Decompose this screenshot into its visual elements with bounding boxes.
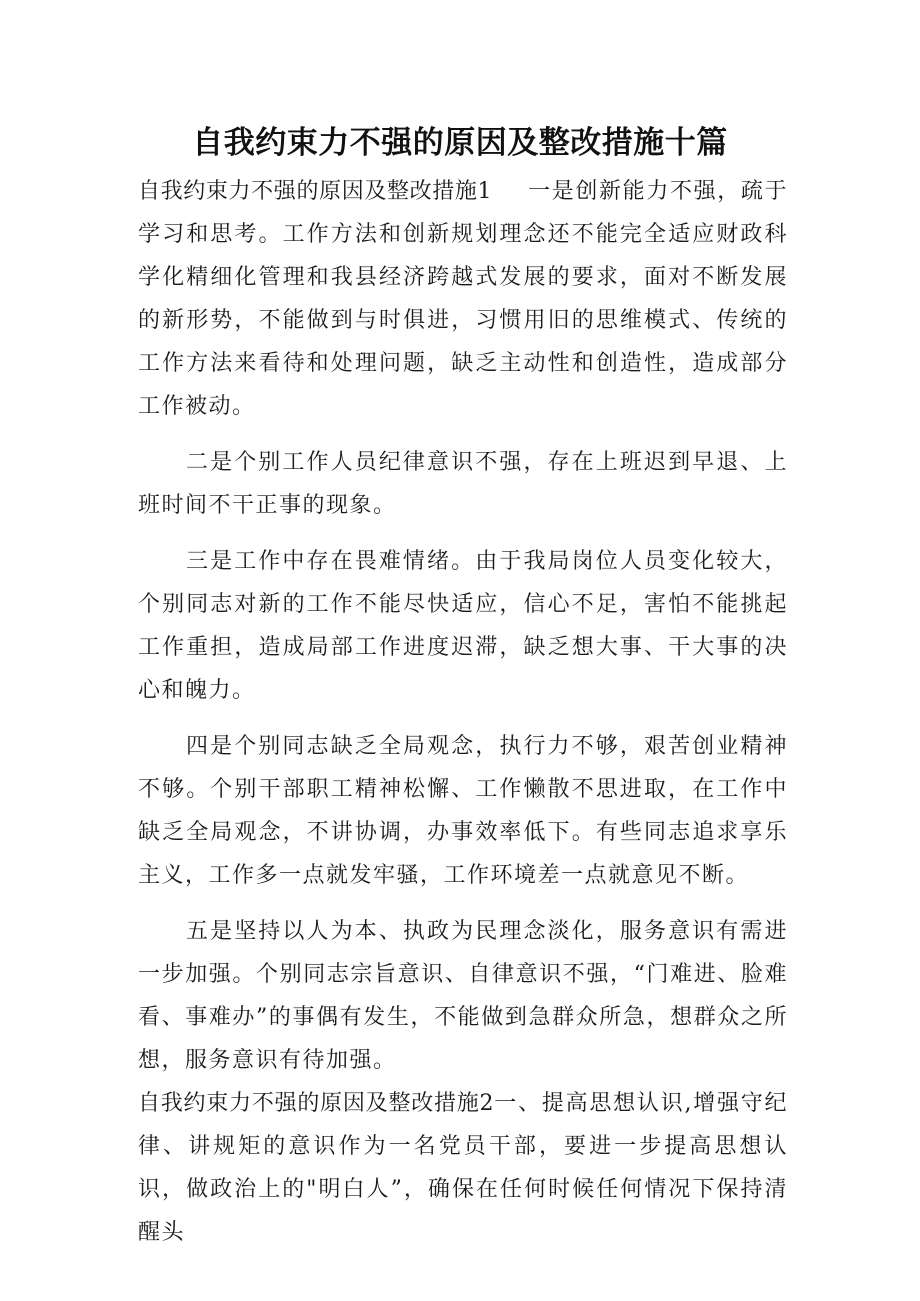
section-label-2: 自我约束力不强的原因及整改措施2 [138,1091,495,1116]
paragraph-6 [138,1082,788,1254]
document-title: 自我约束力不强的原因及整改措施十篇 [192,125,728,161]
paragraph-1-text: 一是创新能力不强，疏于学习和思考。工作方法和创新规划理念还不能完全适应财政科学化精细化管理和我县经济跨越式发展的要求，面对不断发展的新形势，不能做到与时俱进，习惯用旧的思维模式、传统的工作方法来看待和处理问题，缺乏主动性和创造性，造成部分工作被动。 [138,179,788,419]
paragraph-4: 四是个别同志缺乏全局观念，执行力不够，艰苦创业精神不够。个别干部职工精神松懈、工作懒散不思进取，在工作中缺乏全局观念，不讲协调，办事效率低下。有些同志追求享乐主义，工作多一点就发牢骚，工作环境差一点就意见不断。 [138,734,788,888]
paragraph-6-text: 一、提高思想认识,增强守纪律、讲规矩的意识作为一名党员干部，要进一步提高思想认识，做政治上的"明白人”，确保在任何时候任何情况下保持清醒头 [138,1091,789,1245]
document-body [138,170,788,1254]
paragraph-5: 五是坚持以人为本、执政为民理念淡化，服务意识有需进一步加强。个别同志宗旨意识、自律意识不强，“门难进、脸难看、事难办”的事偶有发生，不能做到急群众所急，想群众之所想，服务意识有待加强。 [138,919,788,1073]
paragraph-1 [138,170,788,428]
section-label-1: 自我约束力不强的原因及整改措施1 [138,179,493,204]
paragraph-3: 三是工作中存在畏难情绪。由于我局岗位人员变化较大，个别同志对新的工作不能尽快适应，信心不足，害怕不能挑起工作重担，造成局部工作进度迟滞，缺乏想大事、干大事的决心和魄力。 [138,549,788,703]
paragraph-2: 二是个别工作人员纪律意识不强，存在上班迟到早退、上班时间不干正事的现象。 [138,450,788,518]
